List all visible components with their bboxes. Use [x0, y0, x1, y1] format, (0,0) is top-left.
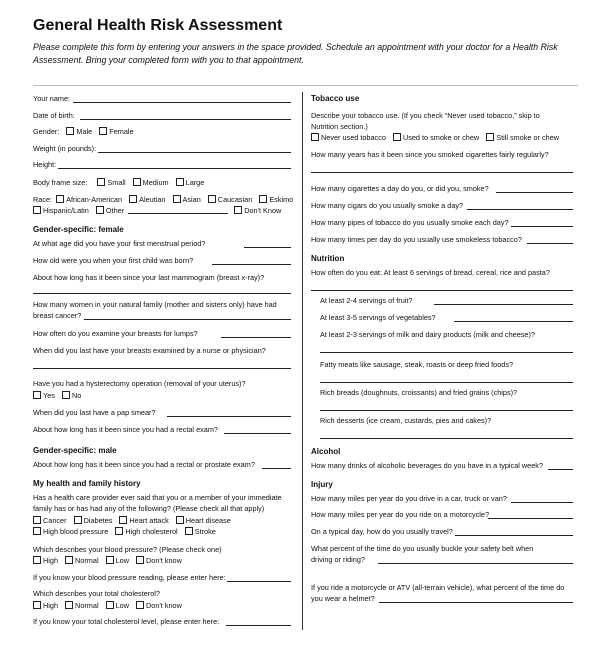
- bp-low-label: Low: [115, 556, 129, 565]
- race-label: Race:: [33, 195, 53, 204]
- bp-reading-field[interactable]: [227, 581, 291, 582]
- gender-male-label: Male: [76, 127, 93, 136]
- race-asian-checkbox[interactable]: [173, 195, 181, 203]
- injury-q1: How many miles per year do you drive in a car, truck or van?: [311, 494, 507, 503]
- male-q1-field[interactable]: [262, 468, 291, 469]
- frame-small-label: Small: [107, 178, 126, 187]
- race-hispanic-label: Hispanic/Latin: [43, 206, 89, 215]
- female-q2-field[interactable]: [212, 264, 291, 265]
- race-african-checkbox[interactable]: [56, 195, 64, 203]
- female-q8: When did you last have a pap smear?: [33, 408, 156, 417]
- race-caucasian-checkbox[interactable]: [208, 195, 216, 203]
- gender-female-label: Female: [109, 127, 134, 136]
- frame-row: [33, 178, 204, 187]
- injury-q4a: What percent of the time do you usually buckle your safety belt when: [311, 544, 534, 553]
- chol-high-label: High: [43, 601, 59, 610]
- female-q8-field[interactable]: [167, 416, 291, 417]
- chol-low-checkbox[interactable]: [106, 601, 114, 609]
- frame-small-checkbox[interactable]: [97, 178, 105, 186]
- history-cancer-checkbox[interactable]: [33, 516, 41, 524]
- history-stroke-checkbox[interactable]: [185, 527, 193, 535]
- chol-low-label: Low: [115, 601, 129, 610]
- injury-q5a: If you ride a motorcycle or ATV (all-terrain vehicle), what percent of the time do: [311, 583, 565, 592]
- race-row-1: [33, 195, 293, 204]
- nutrition-q5: Fatty meats like sausage, steak, roasts or deep fried foods?: [320, 360, 514, 369]
- history-diabetes-label: Diabetes: [83, 516, 113, 525]
- history-hbp-checkbox[interactable]: [33, 527, 41, 535]
- chol-options: [33, 601, 182, 610]
- tobacco-never-label: Never used tobacco: [321, 133, 386, 142]
- injury-q4b: driving or riding?: [311, 555, 365, 564]
- gender-row: [33, 127, 134, 136]
- female-q6-field[interactable]: [33, 368, 291, 369]
- chol-high-checkbox[interactable]: [33, 601, 41, 609]
- hysterectomy-no-checkbox[interactable]: [62, 391, 70, 399]
- frame-label: Body frame size:: [33, 178, 88, 187]
- history-options-1: [33, 516, 231, 525]
- history-hbp-label: High blood pressure: [43, 527, 109, 536]
- nutrition-q6: Rich breads (doughnuts, croissants) and fried grains (chips)?: [320, 388, 518, 397]
- bp-high-label: High: [43, 556, 59, 565]
- female-q9-field[interactable]: [224, 433, 291, 434]
- history-q1a: Has a health care provider ever said that you or a member of your immediate: [33, 493, 282, 502]
- nutrition-q3: At least 3-5 servings of vegetables?: [320, 313, 436, 322]
- race-asian-label: Asian: [182, 195, 201, 204]
- bp-normal-label: Normal: [75, 556, 99, 565]
- tobacco-q4: How many cigars do you usually smoke a day?: [311, 201, 464, 210]
- bp-options: [33, 556, 182, 565]
- injury-q3: On a typical day, how do you usually travel?: [311, 527, 453, 536]
- injury-q1-field[interactable]: [511, 502, 573, 503]
- history-heartdisease-label: Heart disease: [185, 516, 231, 525]
- height-label: Height:: [33, 160, 57, 169]
- race-eskimo-checkbox[interactable]: [259, 195, 267, 203]
- bp-dontknow-checkbox[interactable]: [136, 556, 144, 564]
- tobacco-q6-field[interactable]: [527, 243, 573, 244]
- nutrition-q4: At least 2-3 servings of milk and dairy products (milk and cheese)?: [320, 330, 535, 339]
- female-q3-field[interactable]: [33, 293, 291, 294]
- history-stroke-label: Stroke: [194, 527, 216, 536]
- female-q1-field[interactable]: [244, 247, 291, 248]
- race-eskimo-label: Eskimo: [269, 195, 294, 204]
- form-title: General Health Risk Assessment: [33, 17, 283, 34]
- nutrition-q3-field[interactable]: [454, 321, 573, 322]
- race-dontknow-checkbox[interactable]: [234, 206, 242, 214]
- history-heartdisease-checkbox[interactable]: [176, 516, 184, 524]
- gender-male-checkbox[interactable]: [66, 127, 74, 135]
- injury-q2-field[interactable]: [488, 518, 573, 519]
- chol-dontknow-checkbox[interactable]: [136, 601, 144, 609]
- male-q1: About how long has it been since you had a rectal or prostate exam?: [33, 460, 255, 469]
- header-divider: [33, 85, 578, 86]
- tobacco-q5: How many pipes of tobacco do you usually smoke each day?: [311, 218, 509, 227]
- column-divider: [302, 92, 303, 630]
- female-q6: When did you last have your breasts examined by a nurse or physician?: [33, 346, 266, 355]
- male-heading: Gender-specific: male: [33, 446, 117, 455]
- history-heartattack-label: Heart attack: [129, 516, 169, 525]
- race-aleutian-label: Aleutian: [139, 195, 166, 204]
- injury-q2: How many miles per year do you ride on a motorcycle?: [311, 510, 490, 519]
- tobacco-q4-field[interactable]: [467, 209, 573, 210]
- race-row-2: [33, 206, 281, 215]
- chol-dontknow-label: Don't know: [146, 601, 182, 610]
- gender-label: Gender:: [33, 127, 60, 136]
- tobacco-q5-field[interactable]: [511, 226, 573, 227]
- history-q1b: family has or has had any of the following? (Please check all that apply): [33, 504, 265, 513]
- nutrition-q1-field[interactable]: [311, 290, 573, 291]
- female-q4a: How many women in your natural family (mother and sisters only) have had: [33, 300, 277, 309]
- history-heartattack-checkbox[interactable]: [119, 516, 127, 524]
- alcohol-q1: How many drinks of alcoholic beverages do you have in a typical week?: [311, 461, 544, 470]
- nutrition-q5-field[interactable]: [320, 382, 573, 383]
- race-other-field[interactable]: [128, 213, 228, 214]
- frame-medium-label: Medium: [142, 178, 169, 187]
- race-hispanic-checkbox[interactable]: [33, 206, 41, 214]
- tobacco-options: [311, 133, 559, 142]
- dob-label: Date of birth:: [33, 111, 75, 120]
- race-aleutian-checkbox[interactable]: [129, 195, 137, 203]
- frame-large-checkbox[interactable]: [176, 178, 184, 186]
- tobacco-still-label: Still smoke or chew: [496, 133, 560, 142]
- gender-female-checkbox[interactable]: [99, 127, 107, 135]
- race-caucasian-label: Caucasian: [217, 195, 253, 204]
- bp-high-checkbox[interactable]: [33, 556, 41, 564]
- female-q5: How often do you examine your breasts for lumps?: [33, 329, 198, 338]
- chol-normal-label: Normal: [75, 601, 99, 610]
- race-african-label: African-American: [66, 195, 123, 204]
- dob-field[interactable]: [80, 119, 291, 120]
- female-q1: At what age did you have your first menstrual period?: [33, 239, 206, 248]
- history-options-2: [33, 527, 216, 536]
- nutrition-q7-field[interactable]: [320, 438, 573, 439]
- hysterectomy-yes-label: Yes: [43, 391, 55, 400]
- tobacco-q2-field[interactable]: [311, 172, 573, 173]
- nutrition-q2-field[interactable]: [434, 304, 573, 305]
- tobacco-q3-field[interactable]: [496, 192, 573, 193]
- tobacco-q3: How many cigarettes a day do you, or did you, smoke?: [311, 184, 489, 193]
- tobacco-never-checkbox[interactable]: [311, 133, 319, 141]
- history-q4: Which describes your total cholesterol?: [33, 589, 160, 598]
- injury-heading: Injury: [311, 480, 333, 489]
- name-field[interactable]: [73, 102, 291, 103]
- history-q2: Which describes your blood pressure? (Please check one): [33, 545, 222, 554]
- history-heading: My health and family history: [33, 479, 141, 488]
- tobacco-used-label: Used to smoke or chew: [402, 133, 480, 142]
- nutrition-q4-field[interactable]: [320, 352, 573, 353]
- nutrition-q6-field[interactable]: [320, 410, 573, 411]
- bp-low-checkbox[interactable]: [106, 556, 114, 564]
- injury-q5b: you wear a helmet?: [311, 594, 375, 603]
- height-field[interactable]: [58, 168, 291, 169]
- tobacco-q6: How many times per day do you usually use smokeless tobacco?: [311, 235, 522, 244]
- female-heading: Gender-specific: female: [33, 225, 124, 234]
- chol-normal-checkbox[interactable]: [65, 601, 73, 609]
- female-q2: How old were you when your first child was born?: [33, 256, 194, 265]
- nutrition-q1: How often do you eat: At least 6 servings of bread, cereal, rice and pasta?: [311, 268, 550, 277]
- tobacco-q1b: Nutrition section.): [311, 122, 368, 131]
- female-q4b: breast cancer?: [33, 311, 82, 320]
- weight-field[interactable]: [98, 152, 291, 153]
- nutrition-q7: Rich desserts (ice cream, custards, pies and cakes)?: [320, 416, 492, 425]
- chol-level-field[interactable]: [226, 625, 291, 626]
- tobacco-q2: How many years has it been since you smoked cigarettes fairly regularly?: [311, 150, 549, 159]
- form-intro: Please complete this form by entering your answers in the space provided. Schedule an appointment with your doctor for a Health Risk Assessment. Bring your completed form with you to that appointment.: [33, 42, 558, 65]
- frame-medium-checkbox[interactable]: [133, 178, 141, 186]
- history-hchol-label: High cholesterol: [125, 527, 178, 536]
- frame-large-label: Large: [185, 178, 205, 187]
- alcohol-heading: Alcohol: [311, 447, 341, 456]
- tobacco-q1a: Describe your tobacco use. (If you check “Never used tobacco,” skip to: [311, 111, 540, 120]
- race-other-label: Other: [105, 206, 125, 215]
- injury-q5-field[interactable]: [379, 602, 573, 603]
- tobacco-still-checkbox[interactable]: [486, 133, 494, 141]
- race-dontknow-label: Don't Know: [244, 206, 282, 215]
- nutrition-q2: At least 2-4 servings of fruit?: [320, 296, 413, 305]
- weight-label: Weight (in pounds):: [33, 144, 97, 153]
- female-q5-field[interactable]: [221, 337, 291, 338]
- nutrition-heading: Nutrition: [311, 254, 345, 263]
- female-q3: About how long has it been since your last mammogram (breast x-ray)?: [33, 273, 265, 282]
- name-label: Your name:: [33, 94, 71, 103]
- history-hchol-checkbox[interactable]: [115, 527, 123, 535]
- female-q9: About how long has it been since you had a rectal exam?: [33, 425, 218, 434]
- injury-q3-field[interactable]: [455, 535, 573, 536]
- bp-dontknow-label: Don't know: [146, 556, 182, 565]
- hysterectomy-yes-checkbox[interactable]: [33, 391, 41, 399]
- history-cancer-label: Cancer: [43, 516, 67, 525]
- history-diabetes-checkbox[interactable]: [74, 516, 82, 524]
- female-q4-field[interactable]: [84, 319, 291, 320]
- tobacco-heading: Tobacco use: [311, 94, 360, 103]
- injury-q4-field[interactable]: [378, 563, 573, 564]
- hysterectomy-options: [33, 391, 81, 400]
- history-q5: If you know your total cholesterol level, please enter here:: [33, 617, 220, 626]
- female-q7: Have you had a hysterectomy operation (removal of your uterus)?: [33, 379, 246, 388]
- history-q3: If you know your blood pressure reading, please enter here:: [33, 573, 226, 582]
- race-other-checkbox[interactable]: [96, 206, 104, 214]
- alcohol-q1-field[interactable]: [548, 469, 573, 470]
- hysterectomy-no-label: No: [71, 391, 82, 400]
- tobacco-used-checkbox[interactable]: [393, 133, 401, 141]
- bp-normal-checkbox[interactable]: [65, 556, 73, 564]
